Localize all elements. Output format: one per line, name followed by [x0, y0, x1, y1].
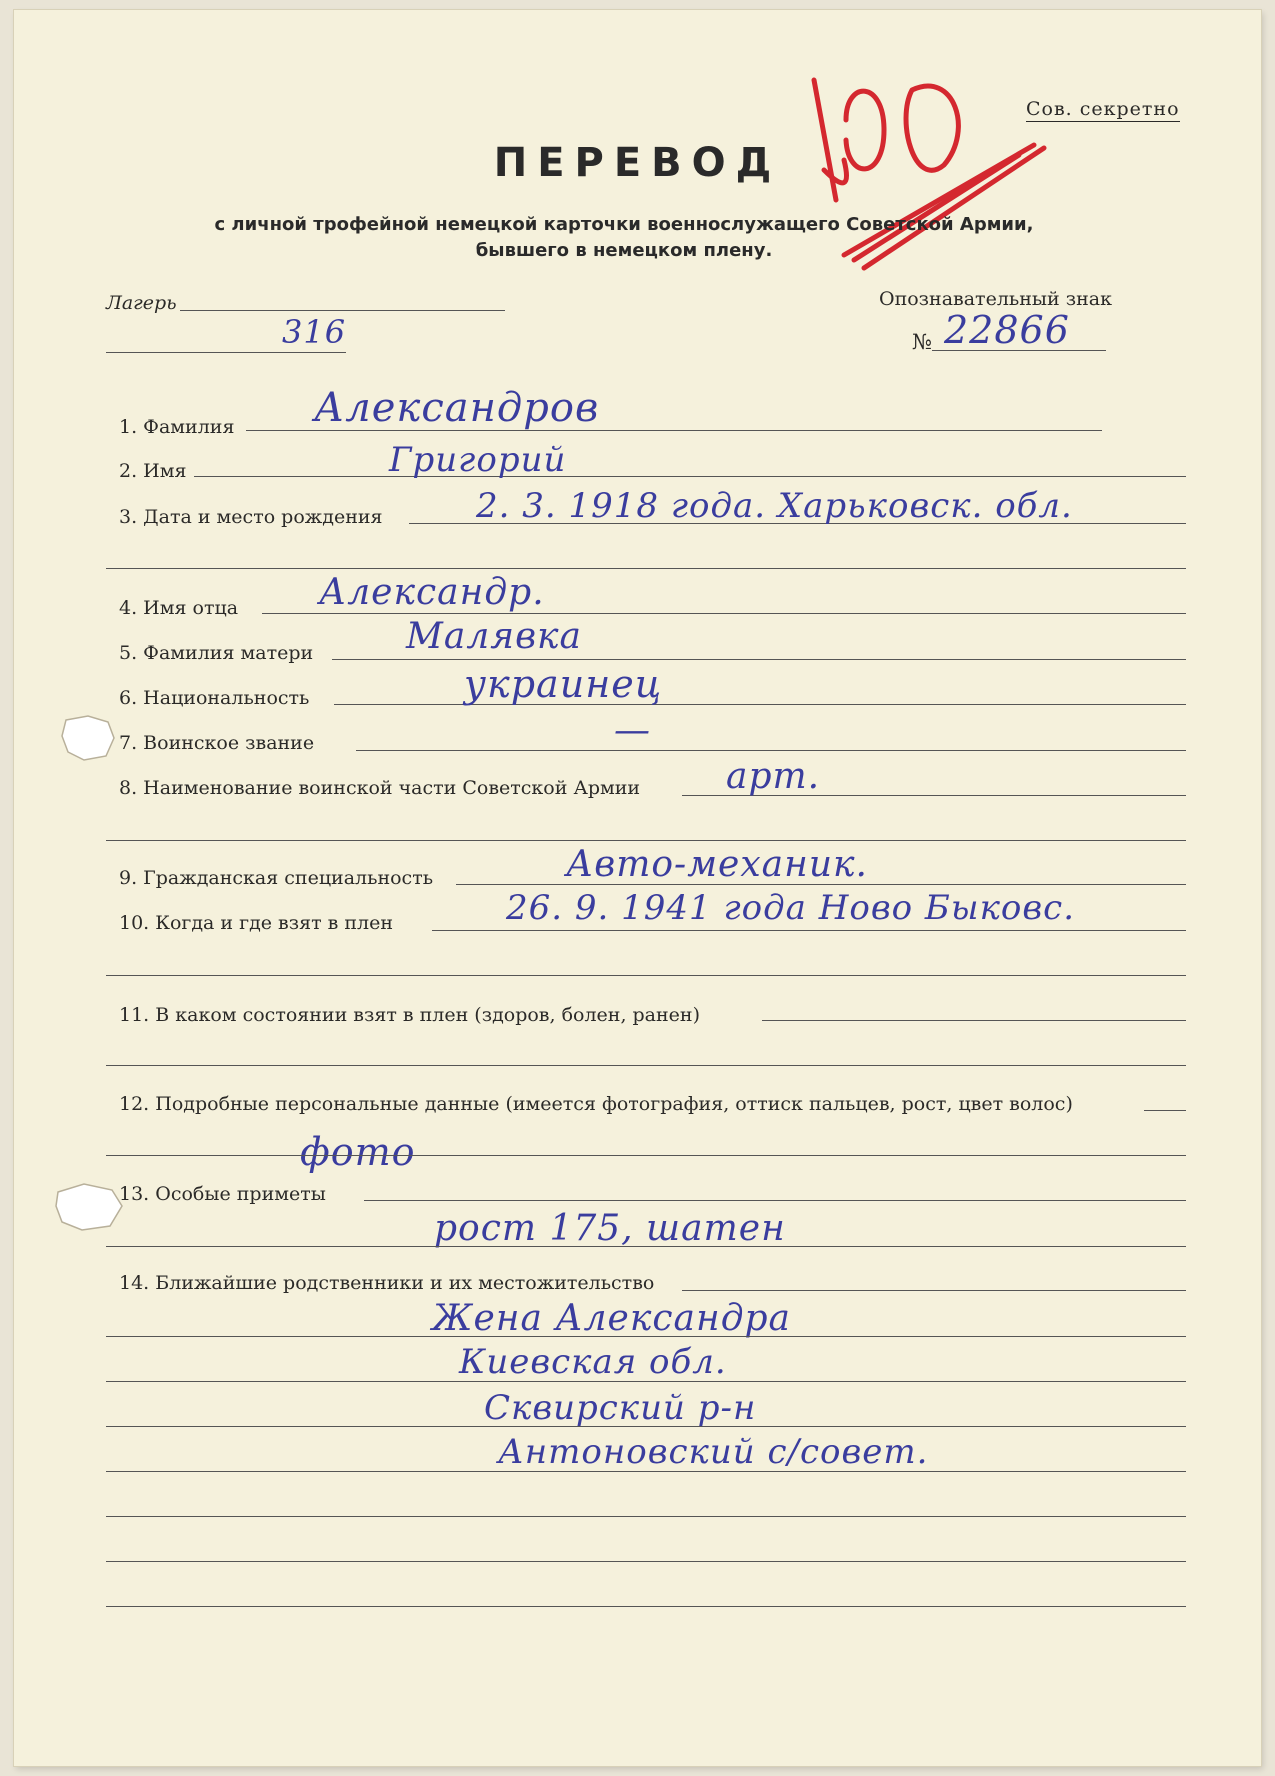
- id-tag-number-sign: №: [912, 330, 932, 354]
- field-14-extra-line-4: [106, 1471, 1186, 1472]
- relative-line-3: Сквирский р-н: [484, 1388, 757, 1428]
- field-9-label: 9. Гражданская специальность: [119, 867, 434, 889]
- svg-text:180: 180: [784, 35, 815, 54]
- field-3-value: 2. 3. 1918 года. Харьковск. обл.: [476, 486, 1073, 526]
- field-2-line: [194, 476, 1186, 477]
- camp-label: Лагерь: [106, 292, 177, 314]
- relative-line-2: Киевская обл.: [459, 1342, 727, 1382]
- camp-value: 316: [282, 313, 347, 351]
- field-10-label: 10. Когда и где взят в плен: [119, 912, 394, 934]
- field-5-label: 5. Фамилия матери: [119, 642, 314, 664]
- field-2-value: Григорий: [389, 440, 567, 480]
- relative-line-4: Антоновский с/совет.: [498, 1432, 929, 1472]
- field-13-extra-line: [106, 1246, 1186, 1247]
- field-4-label: 4. Имя отца: [119, 597, 239, 619]
- field-12-label: 12. Подробные персональные данные (имеется фотография, оттиск пальцев, рост, цвет волос): [119, 1093, 1073, 1115]
- field-7-label: 7. Воинское звание: [119, 732, 315, 754]
- field-11-label: 11. В каком состоянии взят в плен (здоров, болен, ранен): [119, 1004, 700, 1026]
- field-7-line: [356, 750, 1186, 751]
- subtitle-line-1: с личной трофейной немецкой карточки военнослужащего Советской Армии,: [214, 214, 1034, 235]
- id-tag-value: 22866: [944, 308, 1070, 352]
- camp-line-1: [180, 310, 505, 311]
- field-8-extra-line: [106, 840, 1186, 841]
- field-9-value: Авто-механик.: [566, 844, 868, 885]
- camp-line-2: [106, 352, 346, 353]
- field-6-value: украинец: [464, 662, 663, 706]
- field-11-extra-line: [106, 1065, 1186, 1066]
- punch-hole-bottom: [52, 1180, 128, 1234]
- document-subtitle: [164, 212, 1084, 264]
- field-5-line: [332, 659, 1186, 660]
- field-14-extra-line-7: [106, 1606, 1186, 1607]
- field-10-value: 26. 9. 1941 года Ново Быковс.: [506, 888, 1076, 928]
- field-8-value: арт.: [726, 756, 821, 797]
- relative-line-1: Жена Александра: [432, 1298, 792, 1339]
- field-13-line: [364, 1200, 1186, 1201]
- id-tag-label: Опознавательный знак: [879, 288, 1112, 310]
- field-2-label: 2. Имя: [119, 460, 187, 482]
- field-1-label: 1. Фамилия: [119, 416, 235, 438]
- field-10-line: [432, 930, 1186, 931]
- field-1-value: Александров: [314, 385, 600, 431]
- subtitle-line-2: бывшего в немецком плену.: [475, 240, 773, 261]
- field-5-value: Малявка: [406, 616, 582, 657]
- field-12-extra-line: [106, 1155, 1186, 1156]
- field-4-line: [262, 613, 1186, 614]
- field-14-line: [682, 1290, 1186, 1291]
- field-3-extra-line: [106, 568, 1186, 569]
- field-14-extra-line-2: [106, 1381, 1186, 1382]
- field-11-line: [762, 1020, 1186, 1021]
- punch-hole-top: [58, 712, 118, 764]
- field-3-label: 3. Дата и место рождения: [119, 506, 383, 528]
- field-7-value: —: [614, 710, 651, 751]
- field-6-label: 6. Национальность: [119, 687, 310, 709]
- field-12-value: фото: [300, 1130, 416, 1174]
- document-page: [14, 10, 1261, 1766]
- field-6-line: [334, 704, 1186, 705]
- field-13-label: 13. Особые приметы: [119, 1183, 326, 1205]
- field-14-extra-line-1: [106, 1336, 1186, 1337]
- field-10-extra-line: [106, 975, 1186, 976]
- classification-stamp: Сов. секретно: [1026, 98, 1180, 120]
- field-14-extra-line-5: [106, 1516, 1186, 1517]
- field-8-label: 8. Наименование воинской части Советской Армии: [119, 777, 641, 799]
- field-14-extra-line-3: [106, 1426, 1186, 1427]
- field-14-extra-line-6: [106, 1561, 1186, 1562]
- field-12-line: [1144, 1110, 1186, 1111]
- field-13-value: рост 175, шатен: [434, 1208, 786, 1249]
- document-title: ПЕРЕВОД: [493, 140, 782, 186]
- field-14-label: 14. Ближайшие родственники и их местожительство: [119, 1272, 655, 1294]
- field-4-value: Александр.: [319, 572, 545, 613]
